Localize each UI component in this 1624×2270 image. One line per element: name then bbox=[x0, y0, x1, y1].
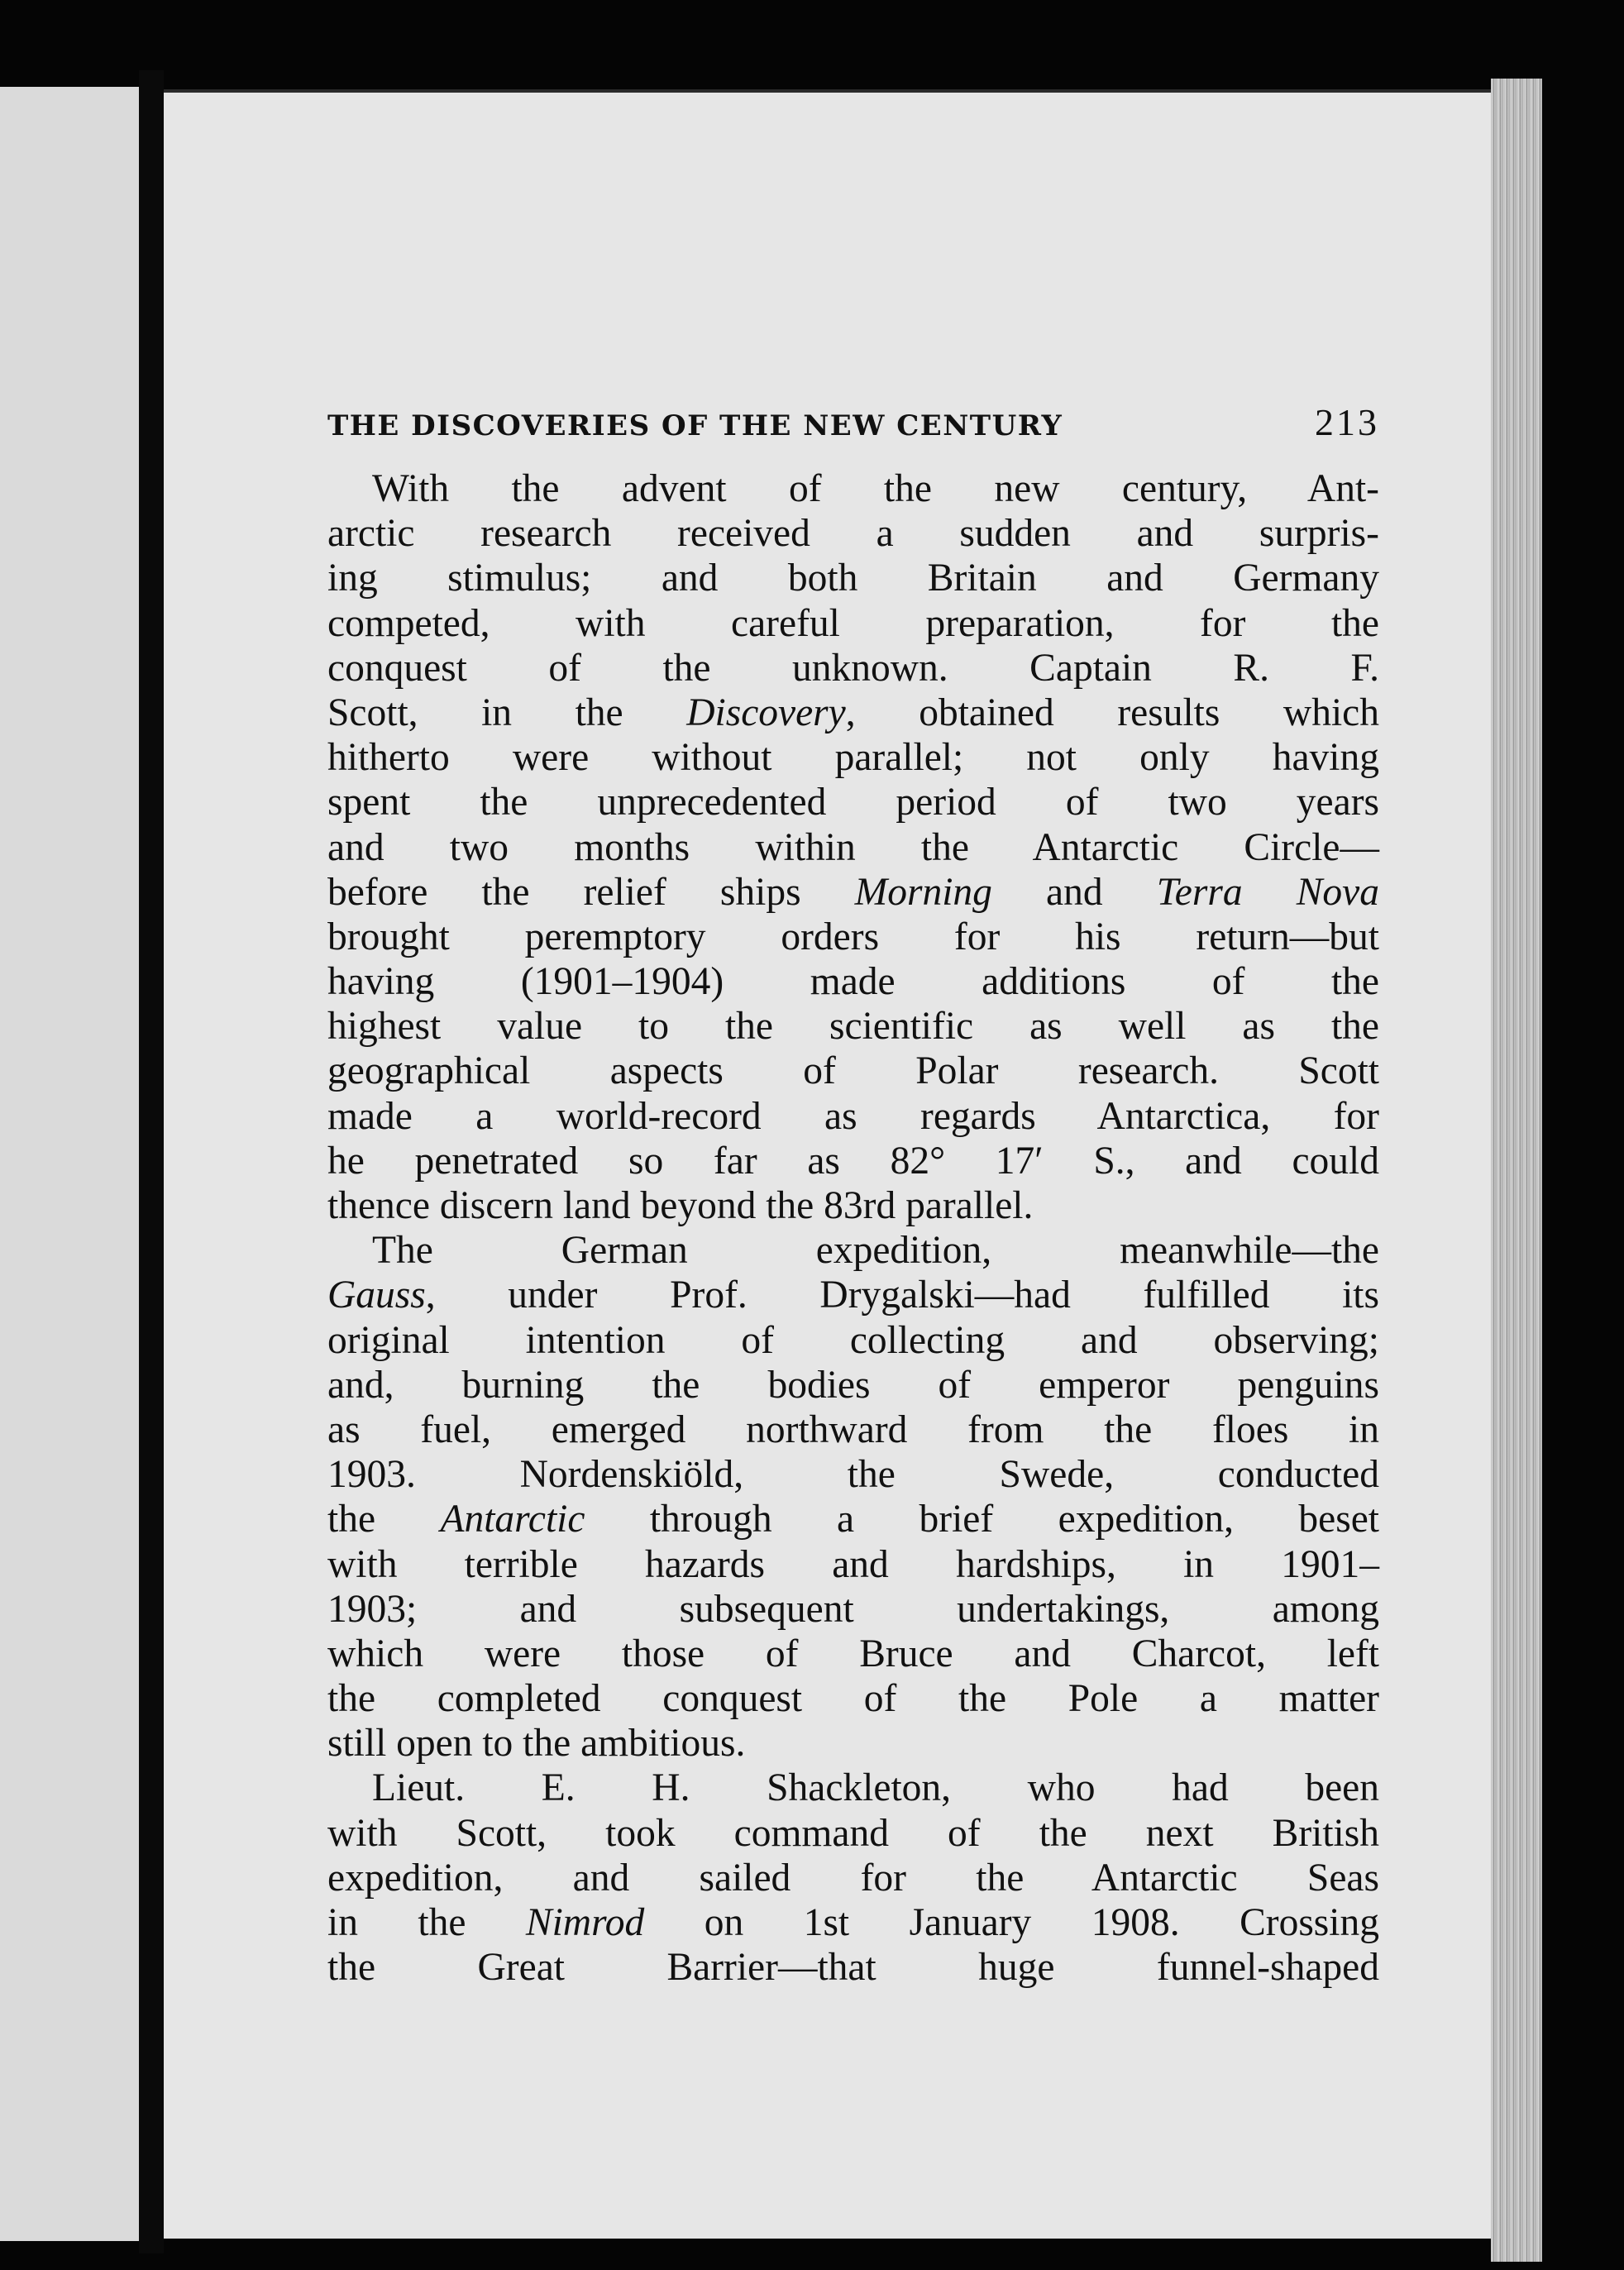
text-line: before the relief ships Morning and Terra Nova bbox=[327, 870, 1379, 914]
text-line: 1903. Nordenskiöld, the Swede, conducted bbox=[327, 1453, 1379, 1497]
text-line: made a world-record as regards Antarctica, for bbox=[327, 1094, 1379, 1138]
text-line: Gauss, under Prof. Drygalski—had fulfilled its bbox=[327, 1274, 1379, 1317]
text-line: geographical aspects of Polar research. Scott bbox=[327, 1049, 1379, 1093]
paragraph bbox=[327, 1766, 1379, 1990]
scan-border bbox=[1542, 79, 1624, 2270]
facing-page-edge bbox=[0, 87, 139, 2241]
text-line: Scott, in the Discovery, obtained results which bbox=[327, 691, 1379, 734]
text-line: as fuel, emerged northward from the floes in bbox=[327, 1407, 1379, 1451]
text-line: having (1901–1904) made additions of the bbox=[327, 960, 1379, 1004]
italic-title: Terra Nova bbox=[1156, 870, 1379, 914]
page-stack-fore-edge bbox=[1491, 79, 1542, 2262]
text-line: and, burning the bodies of emperor penguins bbox=[327, 1363, 1379, 1407]
text-line: With the advent of the new century, Ant- bbox=[372, 467, 1379, 510]
italic-title: Discovery bbox=[686, 691, 846, 734]
book-page bbox=[164, 89, 1491, 2239]
paragraph bbox=[327, 466, 1379, 1228]
text-line: still open to the ambitious. bbox=[327, 1722, 746, 1766]
text-line: 1903; and subsequent undertakings, among bbox=[327, 1587, 1379, 1631]
running-head-title: THE DISCOVERIES OF THE NEW CENTURY bbox=[327, 409, 1063, 442]
text-line: he penetrated so far as 82° 17′ S., and could bbox=[327, 1139, 1379, 1183]
page-number: 213 bbox=[1315, 401, 1379, 443]
text-line: hitherto were without parallel; not only having bbox=[327, 736, 1379, 780]
text-line: in the Nimrod on 1st January 1908. Crossing bbox=[327, 1901, 1379, 1944]
text-line: expedition, and sailed for the Antarctic Seas bbox=[327, 1856, 1379, 1900]
running-head bbox=[327, 400, 1379, 444]
text-line: the Great Barrier—that huge funnel-shaped bbox=[327, 1946, 1379, 1990]
text-line: Lieut. E. H. Shackleton, who had been bbox=[372, 1766, 1379, 1810]
text-line: which were those of Bruce and Charcot, left bbox=[327, 1632, 1379, 1675]
text-line: original intention of collecting and observing; bbox=[327, 1318, 1379, 1362]
text-line: thence discern land beyond the 83rd parallel. bbox=[327, 1184, 1034, 1227]
text-line: the completed conquest of the Pole a matter bbox=[327, 1677, 1379, 1721]
book-gutter bbox=[139, 70, 164, 2253]
paragraph bbox=[327, 1228, 1379, 1766]
text-line: conquest of the unknown. Captain R. F. bbox=[327, 646, 1379, 690]
text-line: competed, with careful preparation, for the bbox=[327, 601, 1379, 645]
text-line: brought peremptory orders for his return—but bbox=[327, 915, 1379, 958]
text-line: ing stimulus; and both Britain and Germany bbox=[327, 557, 1379, 600]
italic-title: Gauss bbox=[327, 1274, 426, 1317]
text-line: The German expedition, meanwhile—the bbox=[372, 1229, 1379, 1273]
text-line: and two months within the Antarctic Circle— bbox=[327, 825, 1379, 869]
text-line: arctic research received a sudden and surpris- bbox=[327, 512, 1379, 556]
text-line: highest value to the scientific as well as the bbox=[327, 1005, 1379, 1049]
italic-title: Morning bbox=[854, 870, 992, 914]
italic-title: Antarctic bbox=[440, 1498, 585, 1541]
text-line: spent the unprecedented period of two years bbox=[327, 781, 1379, 824]
body-text bbox=[327, 466, 1379, 1990]
italic-title: Nimrod bbox=[525, 1901, 645, 1944]
text-line: with Scott, took command of the next British bbox=[327, 1811, 1379, 1855]
text-line: with terrible hazards and hardships, in 1901– bbox=[327, 1542, 1379, 1586]
text-line: the Antarctic through a brief expedition, beset bbox=[327, 1498, 1380, 1541]
